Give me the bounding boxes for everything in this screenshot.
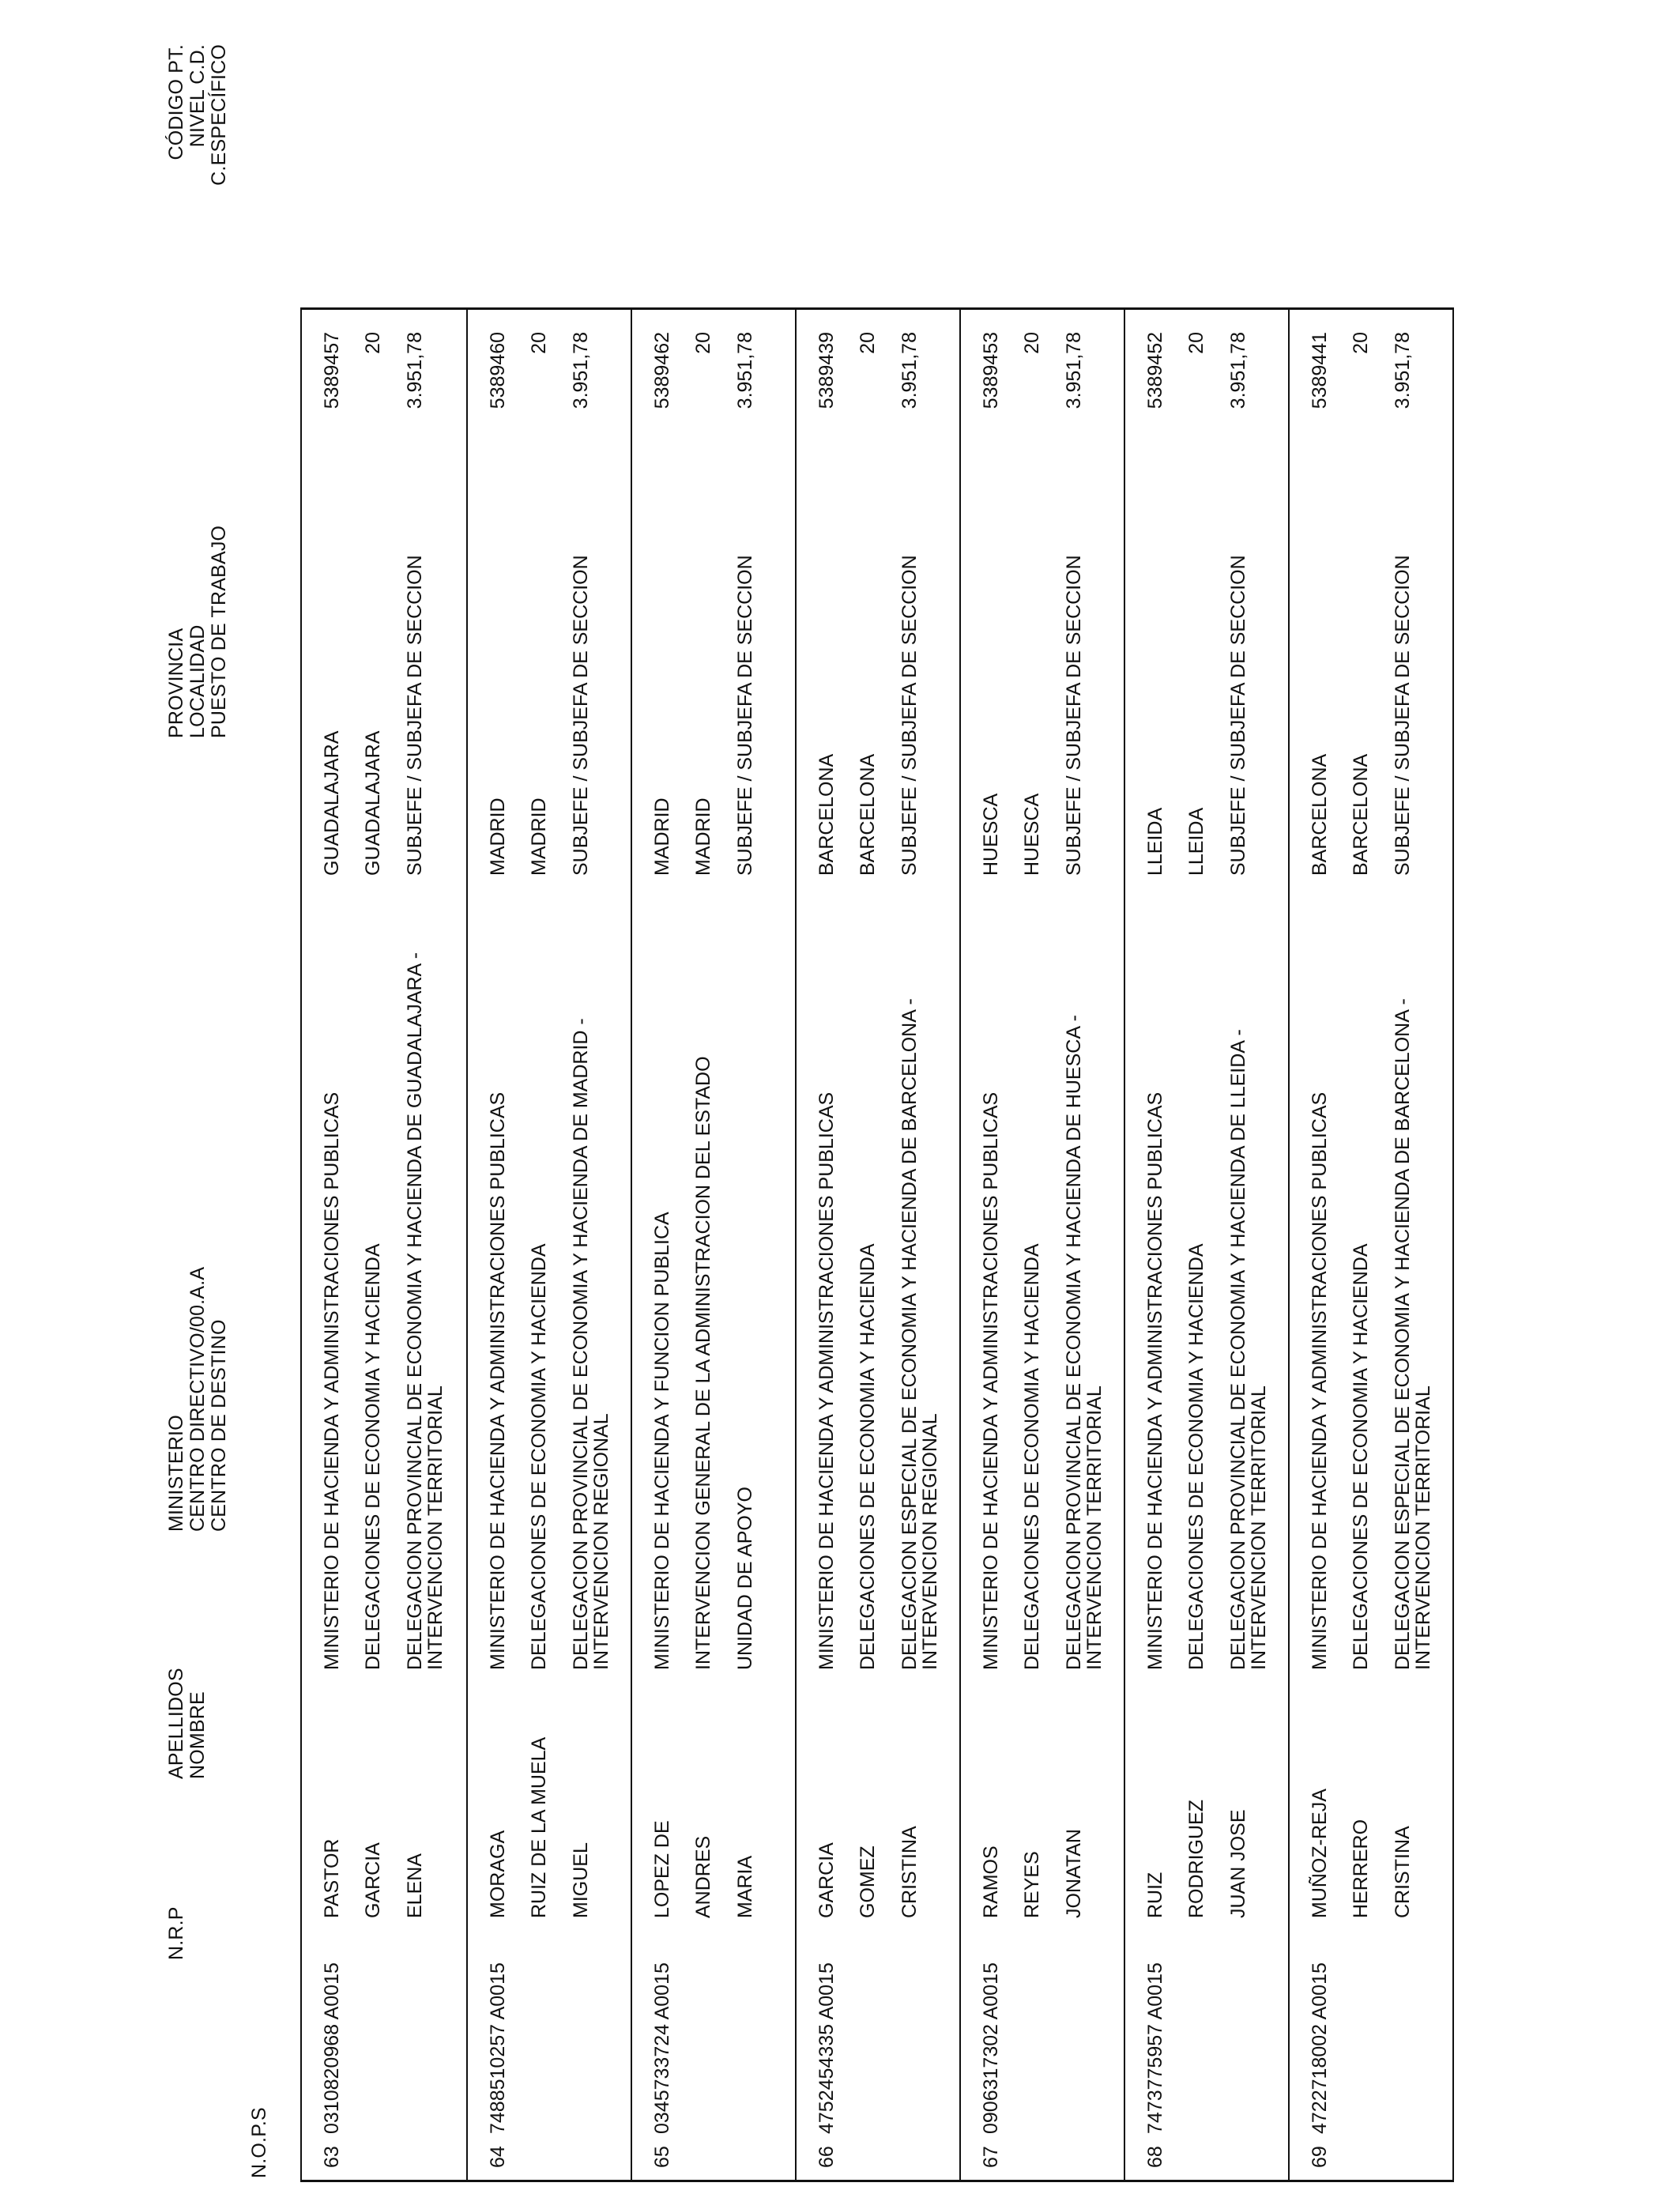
ministerio: MINISTERIO DE HACIENDA Y ADMINISTRACIONES PUBLICAS — [1144, 1091, 1166, 1670]
nops-number: 67 — [980, 2146, 1002, 2168]
header-codigo-nivel-especifico: CÓDIGO PT. NIVEL C.D. C.ESPECÍFICO — [165, 44, 230, 186]
table-row — [1288, 310, 1452, 2180]
centro-destino-line-2: INTERVENCION TERRITORIAL — [1083, 1385, 1106, 1670]
complemento-especifico: 3.951,78 — [898, 332, 921, 409]
nombre: MIGUEL — [570, 1842, 592, 1918]
centro-directivo: DELEGACIONES DE ECONOMIA Y HACIENDA — [362, 1243, 384, 1670]
nrp-code: 0345733724 A0015 — [651, 1962, 673, 2134]
centro-destino-line-2: INTERVENCION TERRITORIAL — [424, 1385, 446, 1670]
complemento-especifico: 3.951,78 — [734, 332, 756, 409]
apellido-1: PASTOR — [321, 1838, 343, 1918]
codigo-pt: 5389457 — [321, 332, 343, 409]
nrp-code: 7473775957 A0015 — [1144, 1962, 1166, 2134]
nombre: MARIA — [734, 1855, 756, 1918]
table-row — [1124, 310, 1288, 2180]
localidad: LLEIDA — [1185, 807, 1207, 876]
apellido-1: RUIZ — [1144, 1872, 1166, 1918]
centro-destino — [1064, 895, 1105, 1670]
provincia: BARCELONA — [1309, 753, 1331, 876]
nombre: CRISTINA — [898, 1826, 921, 1918]
ministerio: MINISTERIO DE HACIENDA Y ADMINISTRACIONES PUBLICAS — [816, 1091, 838, 1670]
nivel-cd: 20 — [1185, 332, 1207, 354]
nivel-cd: 20 — [1021, 332, 1043, 354]
ministerio: MINISTERIO DE HACIENDA Y ADMINISTRACIONES PUBLICAS — [321, 1091, 343, 1670]
puesto-trabajo: SUBJEFE / SUBJEFA DE SECCION — [1392, 555, 1414, 876]
nivel-cd: 20 — [528, 332, 550, 354]
centro-directivo: DELEGACIONES DE ECONOMIA Y HACIENDA — [857, 1243, 879, 1670]
provincia: GUADALAJARA — [321, 730, 343, 876]
apellido-2: GOMEZ — [857, 1845, 879, 1918]
puesto-trabajo: SUBJEFE / SUBJEFA DE SECCION — [570, 555, 592, 876]
centro-directivo: DELEGACIONES DE ECONOMIA Y HACIENDA — [1185, 1243, 1207, 1670]
table-row — [795, 310, 959, 2180]
nivel-cd: 20 — [692, 332, 714, 354]
nivel-cd: 20 — [362, 332, 384, 354]
complemento-especifico: 3.951,78 — [404, 332, 426, 409]
provincia: MADRID — [651, 797, 673, 876]
apellido-2: ANDRES — [692, 1835, 714, 1918]
apellido-1: MUÑOZ-REJA — [1309, 1789, 1331, 1918]
centro-destino-line-2: INTERVENCION REGIONAL — [919, 1413, 941, 1670]
provincia: LLEIDA — [1144, 807, 1166, 876]
nrp-code: 7488510257 A0015 — [487, 1962, 509, 2134]
header-provincia-puesto: PROVINCIA LOCALIDAD PUESTO DE TRABAJO — [165, 525, 230, 738]
provincia: MADRID — [487, 797, 509, 876]
records-table — [300, 307, 1454, 2182]
centro-destino-line-1: DELEGACION ESPECIAL DE ECONOMIA Y HACIENDA DE BARCELONA - — [1392, 998, 1414, 1670]
provincia: HUESCA — [980, 793, 1002, 876]
nrp-code: 0906317302 A0015 — [980, 1962, 1002, 2134]
centro-destino — [1392, 895, 1433, 1670]
localidad: MADRID — [692, 797, 714, 876]
nops-number: 64 — [487, 2146, 509, 2168]
codigo-pt: 5389439 — [816, 332, 838, 409]
nops-number: 68 — [1144, 2146, 1166, 2168]
nombre: JONATAN — [1063, 1829, 1085, 1918]
table-row — [959, 310, 1124, 2180]
centro-directivo: INTERVENCION GENERAL DE LA ADMINISTRACION DEL ESTADO — [692, 1056, 714, 1670]
ministerio: MINISTERIO DE HACIENDA Y ADMINISTRACIONES PUBLICAS — [980, 1091, 1002, 1670]
nivel-cd: 20 — [1350, 332, 1372, 354]
complemento-especifico: 3.951,78 — [570, 332, 592, 409]
centro-destino-line-1: DELEGACION PROVINCIAL DE ECONOMIA Y HACIENDA DE GUADALAJARA - — [404, 952, 426, 1670]
centro-destino-line-2: INTERVENCION REGIONAL — [590, 1413, 612, 1670]
nops-number: 63 — [321, 2146, 343, 2168]
centro-destino — [571, 895, 612, 1670]
apellido-2: GARCIA — [362, 1842, 384, 1918]
centro-destino-line-1: DELEGACION PROVINCIAL DE ECONOMIA Y HACIENDA DE LLEIDA - — [1227, 1029, 1249, 1670]
centro-destino — [735, 895, 755, 1670]
header-apellidos-nombre: APELLIDOS NOMBRE — [165, 1668, 209, 1779]
puesto-trabajo: SUBJEFE / SUBJEFA DE SECCION — [1063, 555, 1085, 876]
table-row — [302, 310, 466, 2180]
localidad: BARCELONA — [857, 753, 879, 876]
localidad: BARCELONA — [1350, 753, 1372, 876]
centro-directivo: DELEGACIONES DE ECONOMIA Y HACIENDA — [528, 1243, 550, 1670]
apellido-2: RUIZ DE LA MUELA — [528, 1736, 550, 1918]
apellido-2: RODRIGUEZ — [1185, 1800, 1207, 1918]
localidad: MADRID — [528, 797, 550, 876]
nombre: ELENA — [404, 1853, 426, 1918]
table-row — [631, 310, 795, 2180]
nops-number: 69 — [1309, 2146, 1331, 2168]
apellido-1: LOPEZ DE — [651, 1820, 673, 1918]
codigo-pt: 5389460 — [487, 332, 509, 409]
centro-destino-line-2: INTERVENCION TERRITORIAL — [1412, 1385, 1434, 1670]
codigo-pt: 5389452 — [1144, 332, 1166, 409]
centro-destino-line-1: DELEGACION PROVINCIAL DE ECONOMIA Y HACIENDA DE HUESCA - — [1063, 1015, 1085, 1670]
nombre: JUAN JOSE — [1227, 1809, 1249, 1918]
centro-destino-line-2: INTERVENCION TERRITORIAL — [1248, 1385, 1270, 1670]
centro-directivo: DELEGACIONES DE ECONOMIA Y HACIENDA — [1350, 1243, 1372, 1670]
codigo-pt: 5389441 — [1309, 332, 1331, 409]
centro-destino-line-1: DELEGACION ESPECIAL DE ECONOMIA Y HACIENDA DE BARCELONA - — [898, 998, 921, 1670]
complemento-especifico: 3.951,78 — [1063, 332, 1085, 409]
codigo-pt: 5389453 — [980, 332, 1002, 409]
puesto-trabajo: SUBJEFE / SUBJEFA DE SECCION — [898, 555, 921, 876]
codigo-pt: 5389462 — [651, 332, 673, 409]
table-row — [466, 310, 631, 2180]
puesto-trabajo: SUBJEFE / SUBJEFA DE SECCION — [1227, 555, 1249, 876]
complemento-especifico: 3.951,78 — [1392, 332, 1414, 409]
apellido-2: HERRERO — [1350, 1819, 1372, 1918]
nops-number: 66 — [816, 2146, 838, 2168]
nrp-code: 0310820968 A0015 — [321, 1962, 343, 2134]
nrp-code: 4722718002 A0015 — [1309, 1962, 1331, 2134]
header-ministerio-centro: MINISTERIO CENTRO DIRECTIVO/00.A.A CENTRO DE DESTINO — [165, 1266, 230, 1532]
localidad: GUADALAJARA — [362, 730, 384, 876]
centro-destino — [1228, 895, 1269, 1670]
nops-number: 65 — [651, 2146, 673, 2168]
centro-destino-line-1: UNIDAD DE APOYO — [734, 1487, 756, 1670]
apellido-1: RAMOS — [980, 1845, 1002, 1918]
table-header — [0, 0, 300, 2194]
nombre: CRISTINA — [1392, 1826, 1414, 1918]
localidad: HUESCA — [1021, 793, 1043, 876]
ministerio: MINISTERIO DE HACIENDA Y ADMINISTRACIONES PUBLICAS — [1309, 1091, 1331, 1670]
complemento-especifico: 3.951,78 — [1227, 332, 1249, 409]
provincia: BARCELONA — [816, 753, 838, 876]
puesto-trabajo: SUBJEFE / SUBJEFA DE SECCION — [404, 555, 426, 876]
apellido-2: REYES — [1021, 1851, 1043, 1918]
apellido-1: MORAGA — [487, 1830, 509, 1918]
centro-destino — [405, 895, 446, 1670]
ministerio: MINISTERIO DE HACIENDA Y FUNCION PUBLICA — [651, 1212, 673, 1670]
puesto-trabajo: SUBJEFE / SUBJEFA DE SECCION — [734, 555, 756, 876]
nivel-cd: 20 — [857, 332, 879, 354]
ministerio: MINISTERIO DE HACIENDA Y ADMINISTRACIONES PUBLICAS — [487, 1091, 509, 1670]
header-nops: N.O.P.S — [248, 2107, 270, 2178]
centro-destino-line-1: DELEGACION PROVINCIAL DE ECONOMIA Y HACIENDA DE MADRID - — [570, 1018, 592, 1670]
nrp-code: 4752454335 A0015 — [816, 1962, 838, 2134]
centro-directivo: DELEGACIONES DE ECONOMIA Y HACIENDA — [1021, 1243, 1043, 1670]
centro-destino — [899, 895, 940, 1670]
header-nrp: N.R.P — [165, 1906, 187, 1960]
apellido-1: GARCIA — [816, 1842, 838, 1918]
